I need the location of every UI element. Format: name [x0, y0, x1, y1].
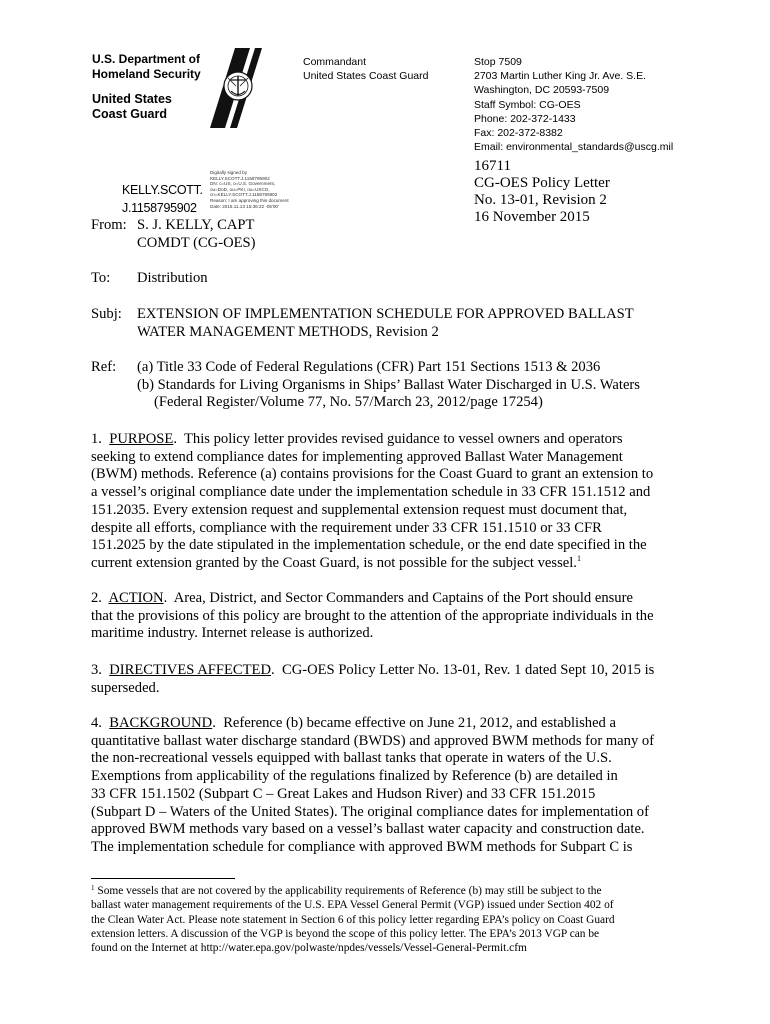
address-line: Phone: 202-372-1433 [474, 112, 576, 125]
paragraph-line: The implementation schedule for compliance with approved BWM methods for Subpart C is [91, 838, 633, 855]
paragraph-line: 151.2025 by the date stipulated in the implementation schedule, or the end date specified in the [91, 537, 647, 554]
section-heading: ACTION [108, 590, 164, 606]
agency-line-1: United States [92, 92, 172, 106]
section-action: 2. ACTION. Area, District, and Sector Commanders and Captains of the Port should ensure that the provisions of this policy are brought to the attention of the appropriate individuals in the maritime industry. Internet release is authorized. [91, 590, 683, 643]
email-address[interactable]: Email: environmental_standards@uscg.mil [474, 141, 674, 154]
paragraph-line: despite all efforts, compliance with the requirement under 33 CFR 151.1510 or 33 CFR [91, 519, 602, 536]
address-block [474, 55, 673, 154]
paragraph-line: quantitative ballast water discharge standard (BWDS) and approved BWM methods for many of [91, 732, 655, 749]
footnote-line: extension letters. A discussion of the VGP is beyond the scope of this policy letter. The EPA’s 2013 VGP can be [91, 927, 600, 940]
subject-line-2: WATER MANAGEMENT METHODS, Revision 2 [137, 323, 439, 340]
coast-guard-emblem [190, 48, 280, 128]
signature-detail: cn=KELLY.SCOTT.J.1158795902 [210, 192, 278, 198]
paragraph-line: the non-recreational vessels equipped with ballast tanks that operate in waters of the U.S. [91, 750, 612, 767]
address-line: Stop 7509 [474, 56, 522, 68]
footnote-line: the Clean Water Act. Please note statement in Section 6 of this policy letter regarding EPA’s policy on Coast Guard [91, 913, 615, 926]
paragraph-line: current extension granted by the Coast Guard, is not possible for the subject vessel. [91, 554, 577, 571]
footnote-marker: 1 [91, 884, 95, 892]
reference-b-continued: (Federal Register/Volume 77, No. 57/March 23, 2012/page 17254) [154, 394, 543, 411]
to-label: To: [91, 270, 111, 286]
subject-value [137, 306, 697, 341]
paragraph-line: This policy letter provides revised guidance to vessel owners and operators [184, 431, 623, 447]
signature-detail: KELLY.SCOTT.J.1158795902 [210, 175, 270, 181]
paragraph-line: 33 CFR 151.1502 (Subpart C – Great Lakes and Hudson River) and 33 CFR 151.2015 [91, 785, 596, 802]
address-line: Fax: 202-372-8382 [474, 127, 563, 140]
footnote-url-line[interactable]: found on the Internet at http://water.epa.gov/polwaste/npdes/vessels/Vessel-General-Permit.cfm [91, 942, 527, 955]
address-line: Staff Symbol: CG-OES [474, 98, 581, 111]
from-line-1: S. J. KELLY, CAPT [137, 217, 255, 233]
digital-signature-name[interactable] [122, 182, 203, 217]
ssic-number: 16711 [474, 158, 511, 174]
signature-name-line-2: J.1158795902 [122, 200, 197, 215]
paragraph-line: that the provisions of this policy are brought to the attention of the appropriate individuals in the [91, 607, 654, 624]
signature-name-line-1: KELLY.SCOTT. [122, 183, 203, 197]
subject-label: Subj: [91, 306, 122, 322]
paragraph-line: superseded. [91, 679, 160, 696]
reference-b: (b) Standards for Living Organisms in Ships’ Ballast Water Discharged in U.S. Waters [137, 376, 640, 393]
signature-detail: Date: 2015.11.13 15:36:22 -05'00' [210, 203, 279, 209]
signature-detail: Reason: I am approving this document [210, 197, 289, 203]
address-line: Washington, DC 20593-7509 [474, 84, 610, 97]
commandant-line-1: Commandant [303, 56, 367, 68]
section-number: 3. [91, 662, 102, 678]
department-line-2: Homeland Security [92, 67, 201, 81]
section-number: 2. [91, 590, 102, 606]
paragraph-line: a vessel’s original compliance date under the implementation schedule in 33 CFR 151.1512 and [91, 484, 651, 501]
section-heading: DIRECTIVES AFFECTED [109, 662, 272, 678]
signature-detail: Digitally signed by [210, 170, 248, 175]
digital-signature-details [210, 170, 292, 209]
commandant-block [303, 55, 428, 83]
document-type: CG-OES Policy Letter [474, 175, 610, 191]
to-value: Distribution [137, 270, 208, 286]
document-number: No. 13-01, Revision 2 [474, 192, 607, 208]
from-label: From: [91, 217, 127, 233]
paragraph-line: CG-OES Policy Letter No. 13-01, Rev. 1 dated Sept 10, 2015 is [281, 662, 655, 678]
address-line: 2703 Martin Luther King Jr. Ave. S.E. [474, 70, 646, 83]
from-line-2: COMDT (CG-OES) [137, 234, 256, 251]
footnote-line: Some vessels that are not covered by the applicability requirements of Reference (b) may still be subject to the [97, 885, 602, 897]
paragraph-line: seeking to extend compliance dates for implementing approved Ballast Water Management [91, 448, 623, 465]
section-number: 1. [91, 431, 102, 447]
section-directives-affected: 3. DIRECTIVES AFFECTED. CG-OES Policy Letter No. 13-01, Rev. 1 dated Sept 10, 2015 is superseded. [91, 662, 683, 697]
signature-detail: DN: c=US, o=U.S. Government, [210, 181, 276, 187]
paragraph-line: approved BWM methods vary based on a vessel’s ballast water capacity and construction date. [91, 821, 645, 838]
signature-detail: ou=DoD, ou=PKI, ou=USCG, [210, 186, 270, 192]
document-reference-block [474, 158, 610, 226]
paragraph-line: Area, District, and Sector Commanders and Captains of the Port should ensure [173, 590, 633, 606]
section-number: 4. [91, 715, 102, 731]
paragraph-line: maritime industry. Internet release is authorized. [91, 625, 374, 642]
department-name [92, 52, 201, 82]
agency-name [92, 92, 172, 122]
section-background: 4. BACKGROUND. Reference (b) became effective on June 21, 2012, and established a quantitative ballast water discharge standard (BWDS) and approved BWM methods for many of the non-recreational vessels equipped with ballast tanks that operate in waters of the U.S. Exemptions from applicability of the regulations finalized by Reference (b) are detailed in 33 CFR 151.1502 (Subpart C – Great Lakes and Hudson River) and 33 CFR 151.2015 (Subpart D – Waters of the United States). The original compliance dates for implementation of approved BWM methods vary based on a vessel’s ballast water capacity and construction date. The implementation schedule for compliance with approved BWM methods for Subpart C is [91, 715, 683, 857]
paragraph-line: Exemptions from applicability of the regulations finalized by Reference (b) are detailed in [91, 768, 618, 785]
section-heading: BACKGROUND [109, 715, 213, 731]
section-heading: PURPOSE [109, 431, 174, 447]
footnote [91, 884, 683, 955]
agency-line-2: Coast Guard [92, 107, 168, 121]
reference-list [137, 359, 697, 412]
paragraph-line: 151.2035. Every extension request and supplemental extension request must document that, [91, 501, 628, 518]
reference-a: (a) Title 33 Code of Federal Regulations (CFR) Part 151 Sections 1513 & 2036 [137, 359, 601, 375]
from-value [137, 217, 256, 252]
paragraph-line: (Subpart D – Waters of the United States). The original compliance dates for implementation of [91, 803, 649, 820]
footnote-reference[interactable]: 1 [576, 553, 581, 563]
footnote-line: ballast water management requirements of the U.S. EPA Vessel General Permit (VGP) issued under Section 402 of [91, 899, 614, 912]
commandant-line-2: United States Coast Guard [303, 70, 429, 82]
department-line-1: U.S. Department of [92, 52, 201, 66]
subject-line-1: EXTENSION OF IMPLEMENTATION SCHEDULE FOR APPROVED BALLAST [137, 306, 634, 322]
reference-label: Ref: [91, 359, 117, 375]
section-purpose: 1. PURPOSE. This policy letter provides revised guidance to vessel owners and operators seeking to extend compliance dates for implementing approved Ballast Water Management (BWM) methods. Reference (a) contains provisions for the Coast Guard to grant an extension to a vessel’s original compliance date under the implementation schedule in 33 CFR 151.1512 and 151.2035. Every extension request and supplemental extension request must document that, despite all efforts, compliance with the requirement under 33 CFR 151.1510 or 33 CFR 151.2025 by the date stipulated in the implementation schedule, or the end date specified in the current extension granted by the Coast Guard, is not possible for the subject vessel.$^1$ [91, 431, 683, 573]
footnote-divider [91, 878, 235, 879]
document-date: 16 November 2015 [474, 209, 590, 225]
paragraph-line: (BWM) methods. Reference (a) contains provisions for the Coast Guard to grant an extension to [91, 466, 654, 483]
paragraph-line: Reference (b) became effective on June 21, 2012, and established a [223, 715, 616, 731]
